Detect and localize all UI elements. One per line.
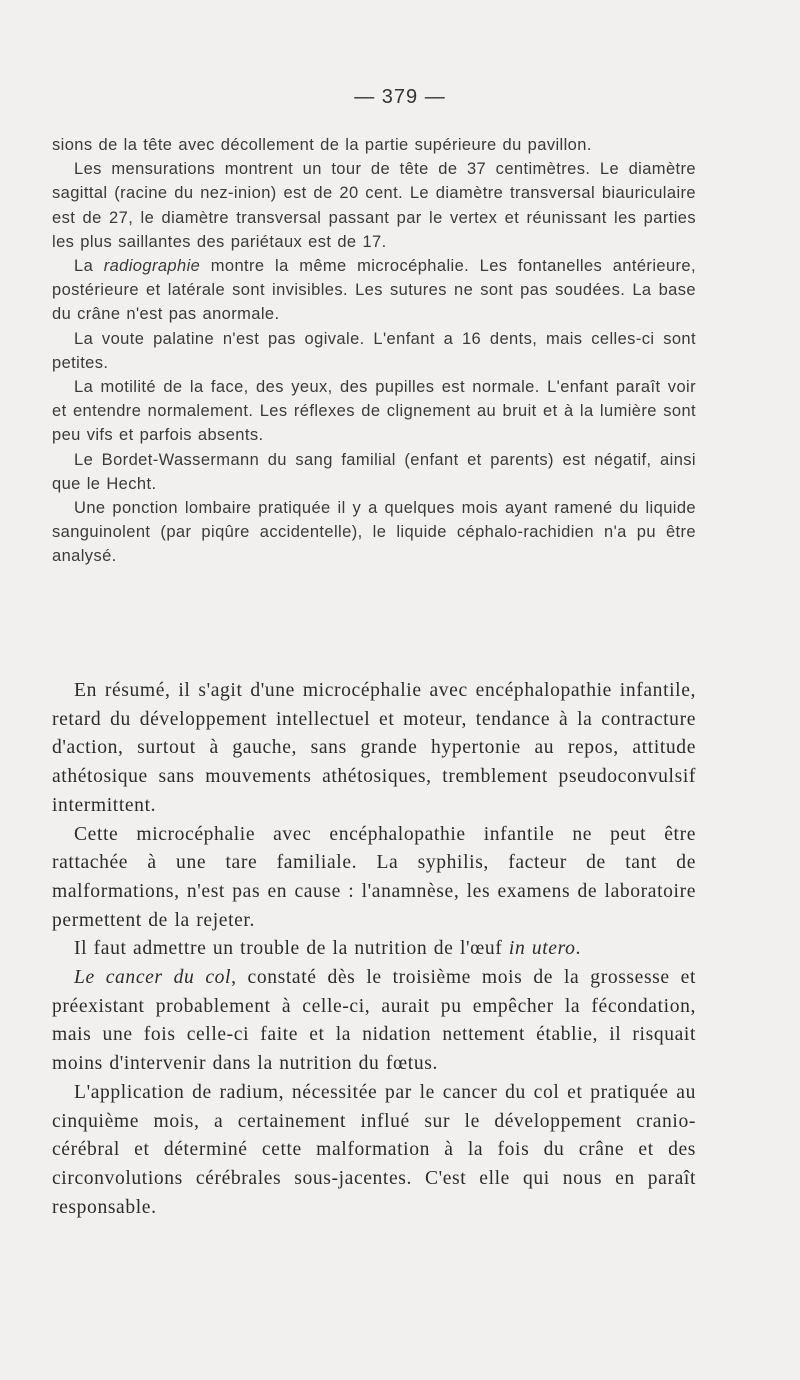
paragraph	[52, 375, 696, 448]
paragraph	[52, 254, 696, 327]
text-run: En résumé, il s'agit d'une microcéphalie avec encéphalopathie infantile, retard du développement intellectuel et moteur, tendance à la contracture d'action, surtout à gauche, sans grande hypertonie au repos, attitude athétosique sans mouvements athétosiques, tremblement pseudoconvulsif intermittent.	[52, 680, 696, 816]
paragraph	[52, 1079, 696, 1223]
italic-text-run: radiographie	[103, 257, 201, 276]
text-run: Les mensurations montrent un tour de tête de 37 centimètres. Le diamètre sagittal (racine du nez-inion) est de 20 cent. Le diamètre transversal biauriculaire est de 27, le diamètre transversal passant par le vertex et réunissant les parties les plus saillantes des pariétaux est de 17.	[52, 160, 696, 251]
text-run: La	[74, 257, 104, 276]
text-run: Une ponction lombaire pratiquée il y a quelques mois ayant ramené du liquide sanguinolent (par piqûre accidentelle), le liquide céphalo-rachidien n'a pu être analysé.	[52, 499, 696, 566]
text-run: Cette microcéphalie avec encéphalopathie infantile ne peut être rattachée à une tare familiale. La syphilis, facteur de tant de malformations, n'est pas en cause : l'anamnèse, les examens de laboratoire permettent de la rejeter.	[52, 823, 696, 931]
paragraph	[52, 448, 696, 496]
text-run: Il faut admettre un trouble de la nutrition de l'œuf	[74, 938, 509, 960]
paragraph	[52, 327, 696, 375]
paragraph	[52, 964, 696, 1079]
text-run: .	[575, 938, 581, 960]
paragraph	[52, 157, 696, 254]
italic-text-run: in utero	[508, 938, 576, 960]
paragraph	[52, 821, 696, 936]
paragraph	[52, 677, 696, 821]
text-run: , constaté dès le troisième mois de la grossesse et préexistant probablement à celle-ci, aurait pu empêcher la fécondation, mais une fois celle-ci faite et la nidation nettement établie, il risquait moins d'intervenir dans la nutrition du fœtus.	[52, 967, 696, 1075]
paragraph	[52, 935, 696, 964]
text-run: sions de la tête avec décollement de la partie supérieure du pavillon.	[52, 136, 592, 154]
text-run: Le Bordet-Wassermann du sang familial (enfant et parents) est négatif, ainsi que le Hecht.	[52, 450, 696, 493]
page-number: — 379 —	[354, 86, 446, 108]
summary-text	[52, 677, 696, 1222]
case-details-text	[52, 133, 696, 569]
text-run: La motilité de la face, des yeux, des pupilles est normale. L'enfant paraît voir et entendre normalement. Les réflexes de clignement au bruit et à la lumière sont peu vifs et parfois absents.	[52, 378, 696, 445]
paragraph	[52, 133, 696, 157]
italic-text-run: Le cancer du col	[74, 967, 232, 989]
paragraph	[52, 496, 696, 569]
text-run: montre la même microcéphalie. Les fontanelles antérieure, postérieure et latérale sont invisibles. Les sutures ne sont pas soudées. La base du crâne n'est pas anormale.	[52, 257, 696, 324]
text-run: La voute palatine n'est pas ogivale. L'enfant a 16 dents, mais celles-ci sont petites.	[52, 329, 696, 372]
text-run: L'application de radium, nécessitée par le cancer du col et pratiquée au cinquième mois, a certainement influé sur le développement cranio-cérébral et déterminé cette malformation à la fois du crâne et des circonvolutions cérébrales sous-jacentes. C'est elle qui nous en paraît responsable.	[52, 1081, 696, 1218]
